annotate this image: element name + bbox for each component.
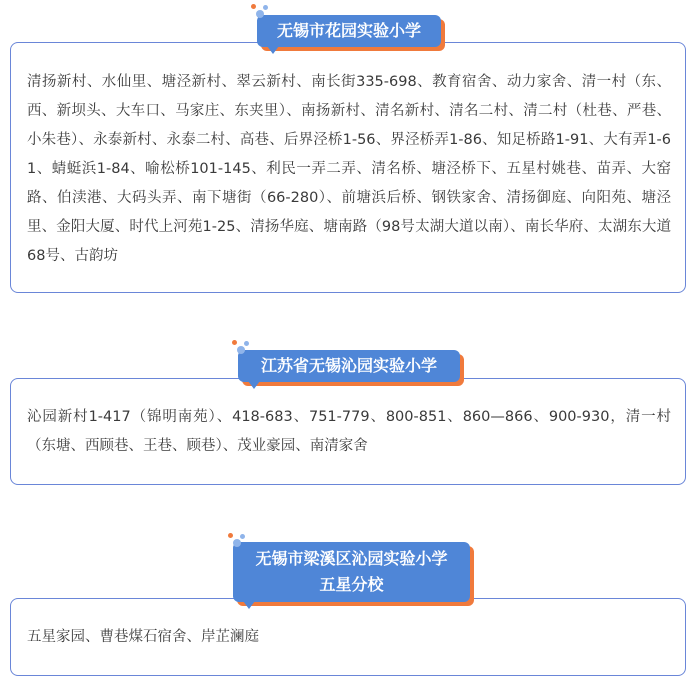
school-card-huayuan-text: 清扬新村、水仙里、塘泾新村、翠云新村、南长街335-698、教育宿舍、动力家舍、清一村（东、西、新坝头、大车口、马家庄、东夹里）、南扬新村、清名新村、清名二村、清二村（杜巷、严巷、小朱巷）、永泰新村、永泰二村、高巷、后界泾桥1-56、界泾桥弄1-86、知足桥路1-91、大有弄1-61、蜻蜓浜1-84、喻松桥101-145、利民一弄二弄、清名桥、塘泾桥下、五星村姚巷、苗弄、大窑路、伯渎港、大码头弄、南下塘街（66-280）、前塘浜后桥、钢铁家舍、清扬御庭、向阳苑、塘泾里、金阳大厦、时代上河苑1-25、清扬华庭、塘南路（98号太湖大道以南）、南长华府、太湖东大道68号、古韵坊: [27, 74, 671, 264]
decor-dot-blue-small-icon: [240, 534, 245, 539]
decor-dot-blue-icon: [233, 539, 241, 547]
school-title-huayuan: 无锡市花园实验小学: [276, 21, 421, 40]
decor-dot-blue-icon: [237, 346, 245, 354]
decor-dot-blue-icon: [256, 10, 264, 18]
school-title-tag-wuxing: [233, 542, 470, 602]
school-card-wuxing-text: 五星家园、曹巷煤石宿舍、岸芷澜庭: [27, 629, 259, 645]
decor-dot-blue-small-icon: [263, 5, 268, 10]
decor-dot-orange-icon: [251, 4, 256, 9]
school-title-qinyuan: 江苏省无锡沁园实验小学: [260, 356, 437, 375]
school-card-wuxing: [10, 598, 686, 676]
decor-dot-blue-small-icon: [244, 341, 249, 346]
school-card-qinyuan-text: 沁园新村1-417（锦明南苑）、418-683、751-779、800-851、860—866、900-930，清一村（东塘、西顾巷、王巷、顾巷）、茂业豪园、南清家舍: [27, 409, 671, 454]
school-title-tag-huayuan: [257, 15, 441, 47]
decor-dot-orange-icon: [228, 533, 233, 538]
tag-pointer-icon: [243, 601, 255, 609]
school-card-qinyuan: [10, 378, 686, 485]
school-title-wuxing-line2: 五星分校: [319, 575, 384, 594]
school-title-wuxing-line1: 无锡市梁溪区沁园实验小学: [255, 549, 448, 568]
school-title-tag-qinyuan: [238, 350, 460, 382]
tag-pointer-icon: [248, 381, 260, 389]
tag-pointer-icon: [267, 46, 279, 54]
school-card-huayuan: [10, 42, 686, 293]
decor-dot-orange-icon: [232, 340, 237, 345]
